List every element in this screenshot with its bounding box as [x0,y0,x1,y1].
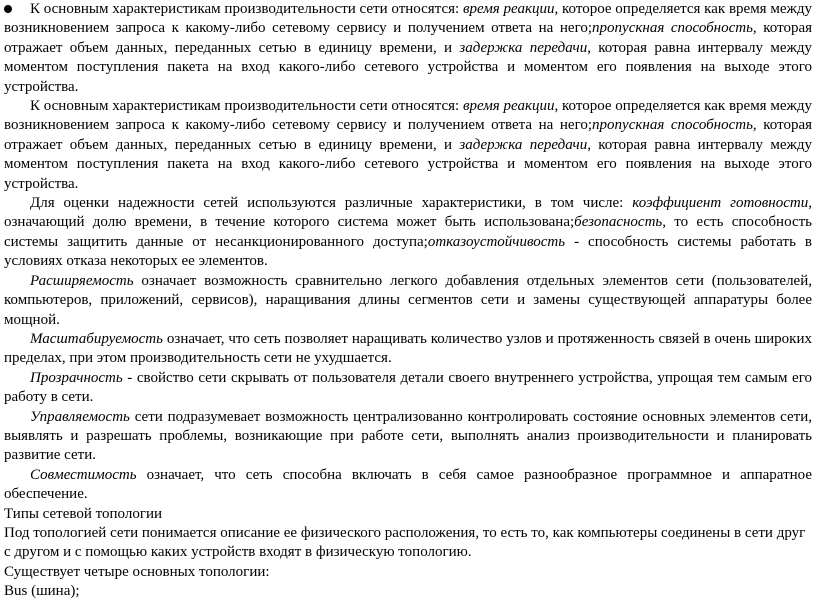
paragraph [4,582,812,601]
paragraph [4,330,812,369]
text-run: , которое определяется как время между возникновением запроса к какому-либо сетевому сервису и получением ответа на него; [4,98,812,134]
text-run: , которая отражает объем данных, переданных сетью в единицу времени, и [4,117,812,153]
paragraph [4,524,812,563]
text-run: , которая отражает объем данных, переданных сетью в единицу времени, и [4,20,812,56]
emphasized-term: отказоустойчивость [427,233,566,250]
text-run: , которая равна интервалу между моментом поступления пакета на вход какого-либо сетевого устройства и моментом его появления на выходе этого устройства. [4,39,812,95]
emphasized-term: время реакции [462,1,555,17]
text-run: , которая равна интервалу между моментом поступления пакета на вход какого-либо сетевого устройства и моментом его появления на выходе этого устройства. [4,136,812,192]
paragraph [4,272,812,330]
emphasized-term: задержка передачи [459,136,588,153]
paragraph [4,563,812,582]
paragraph [4,369,812,408]
text-run: означает, что сеть позволяет наращивать количество узлов и протяженность связей в очень широких пределах, при этом производительность сети не ухудшается. [4,330,812,367]
text-run: Bus (шина); [4,583,80,600]
emphasized-term: Масштабируемость [30,330,163,347]
text-run: сети подразумевает возможность централизованно контролировать состояние основных элементов сети, выявлять и разрешать проблемы, возникающие при работе сети, выполнять анализ производительности и планировать развитие сети. [4,408,812,464]
text-run: означает возможность сравнительно легкого добавления отдельных элементов сети (пользователей, компьютеров, приложений, сервисов), наращивания длины сегментов сети и замены существующей аппаратуры более мощной. [4,272,812,328]
text-run: К основным характеристикам производительности сети относятся: [30,98,463,115]
paragraph [4,0,812,97]
emphasized-term: коэффициент готовности [632,195,809,212]
text-run: Для оценки надежности сетей используются различные характеристики, в том числе: [30,195,633,212]
text-run: Типы сетевой топологии [4,505,163,522]
text-run: К основным характеристикам производительности сети относятся: [30,1,463,17]
emphasized-term: безопасность [574,214,663,231]
emphasized-term: Управляемость [30,408,130,425]
paragraph [4,408,812,466]
text-run: Под топологией сети понимается описание ее физического расположения, то есть то, как компьютеры соединены в сети друг с другом и с помощью каких устройств входят в физическую топологию. [4,524,806,561]
emphasized-term: задержка передачи [459,39,588,56]
paragraph [4,97,812,194]
text-run: - способность системы работать в условиях отказа некоторых ее элементов. [4,233,812,270]
emphasized-term: пропускная способность [592,117,753,134]
paragraph [4,505,812,524]
text-run: означает, что сеть способна включать в себя самое разнообразное программное и аппаратное обеспечение. [4,466,812,503]
text-run: - свойство сети скрывать от пользователя детали своего внутреннего устройства, упрощая тем самым его работу в сети. [4,369,812,406]
paragraph [4,466,812,505]
bullet-icon [4,5,12,13]
text-run: Существует четыре основных топологии: [4,563,270,580]
emphasized-term: пропускная способность [592,20,753,37]
text-run: , означающий долю времени, в течение которого система может быть использована; [4,195,812,231]
text-run: , которое определяется как время между возникновением запроса к какому-либо сетевому сервису и получением ответа на него; [4,1,812,37]
text-run: , то есть способность системы защитить данные от несанкционированного доступа; [4,214,812,250]
emphasized-term: время реакции [462,98,555,115]
emphasized-term: Прозрачность [30,369,123,386]
emphasized-term: Совместимость [30,466,137,483]
emphasized-term: Расширяемость [30,272,134,289]
paragraph [4,194,812,272]
